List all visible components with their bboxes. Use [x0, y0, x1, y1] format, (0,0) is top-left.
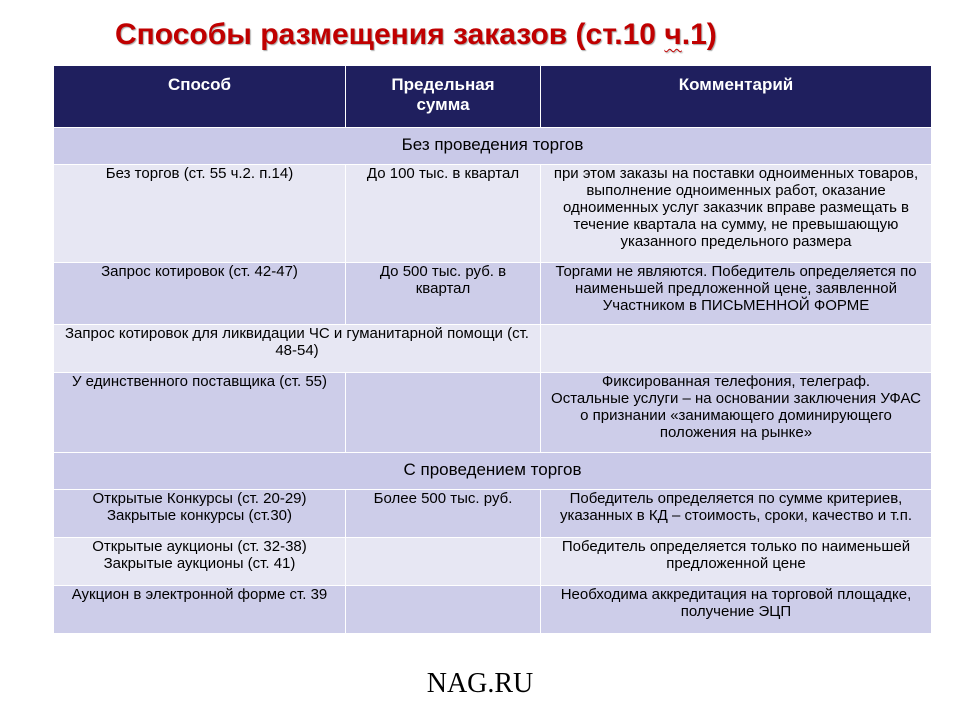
table-row	[54, 263, 932, 325]
cell-comment	[541, 373, 932, 453]
cell-comment	[541, 325, 932, 373]
header-limit-line1: Предельная	[391, 75, 495, 94]
cell-method-line1: Открытые аукционы (ст. 32-38)	[92, 538, 307, 555]
cell-method: Аукцион в электронной форме ст. 39	[54, 586, 346, 634]
cell-limit	[346, 538, 541, 586]
cell-method: Без торгов (ст. 55 ч.2. п.14)	[54, 165, 346, 263]
header-limit	[346, 66, 541, 128]
header-method: Способ	[54, 66, 346, 128]
cell-comment: Торгами не являются. Победитель определяется по наименьшей предложенной цене, заявленной Участником в ПИСЬМЕННОЙ ФОРМЕ	[541, 263, 932, 325]
cell-comment-line2: Остальные услуги – на основании заключения УФАС о признании «занимающего доминирующего положения на рынке»	[551, 390, 921, 441]
title-main: Способы размещения заказов (ст.10	[115, 18, 665, 51]
cell-method: Запрос котировок для ликвидации ЧС и гуманитарной помощи (ст. 48-54)	[54, 325, 541, 373]
cell-method: Запрос котировок (ст. 42-47)	[54, 263, 346, 325]
section-row-without-tender	[54, 128, 932, 165]
cell-method	[54, 490, 346, 538]
section-label-with-tender: С проведением торгов	[54, 453, 932, 490]
table-row	[54, 325, 932, 373]
cell-method-line2: Закрытые конкурсы (ст.30)	[106, 507, 292, 524]
cell-method-line2: Закрытые аукционы (ст. 41)	[103, 555, 296, 572]
page-title	[115, 18, 717, 52]
cell-limit	[346, 373, 541, 453]
cell-method	[54, 538, 346, 586]
table-row	[54, 538, 932, 586]
title-tail: .1)	[681, 18, 717, 51]
cell-method-line1: Открытые Конкурсы (ст. 20-29)	[92, 490, 307, 507]
methods-table	[53, 65, 932, 634]
cell-comment: Необходима аккредитация на торговой площадке, получение ЭЦП	[541, 586, 932, 634]
header-limit-line2: сумма	[416, 95, 470, 114]
title-spellcheck-word: ч	[664, 18, 682, 51]
table-row	[54, 586, 932, 634]
cell-limit: До 500 тыс. руб. в квартал	[346, 263, 541, 325]
cell-limit	[346, 586, 541, 634]
table-row	[54, 490, 932, 538]
cell-method: У единственного поставщика (ст. 55)	[54, 373, 346, 453]
header-comment: Комментарий	[541, 66, 932, 128]
section-label-without-tender: Без проведения торгов	[54, 128, 932, 165]
table-header-row	[54, 66, 932, 128]
section-row-with-tender	[54, 453, 932, 490]
table-row	[54, 373, 932, 453]
cell-comment: Победитель определяется только по наименьшей предложенной цене	[541, 538, 932, 586]
cell-comment: Победитель определяется по сумме критериев, указанных в КД – стоимость, сроки, качество и т.п.	[541, 490, 932, 538]
cell-limit: До 100 тыс. в квартал	[346, 165, 541, 263]
footer-source: NAG.RU	[426, 668, 534, 699]
cell-comment: при этом заказы на поставки одноименных товаров, выполнение одноименных работ, оказание одноименных услуг заказчик вправе размещать в течение квартала на сумму, не превышающую указанного предельного размера	[541, 165, 932, 263]
cell-comment-line1: Фиксированная телефония, телеграф.	[601, 373, 871, 390]
table-row	[54, 165, 932, 263]
cell-limit: Более 500 тыс. руб.	[346, 490, 541, 538]
